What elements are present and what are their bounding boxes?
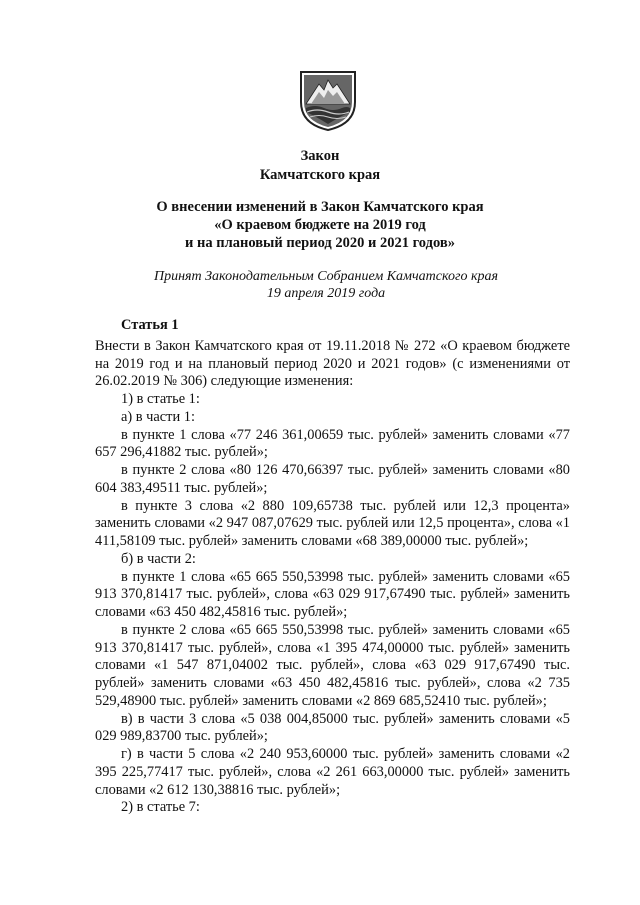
paragraph: в пункте 3 слова «2 880 109,65738 тыс. рублей или 12,3 процента» заменить словами «2 947 087,07629 тыс. рублей или 12,5 процента», слова «1 411,58109 тыс. рублей» заменить словами «68 389,00000 тыс. рублей»; (95, 497, 570, 549)
paragraph: в) в части 3 слова «5 038 004,85000 тыс. рублей» заменить словами «5 029 989,83700 тыс. рублей»; (95, 710, 570, 745)
paragraph: а) в части 1: (121, 408, 195, 425)
law-word: Закон (300, 148, 340, 164)
law-title-line-2: «О краевом бюджете на 2019 год (214, 217, 426, 233)
article-body (95, 317, 570, 817)
article-heading: Статья 1 (121, 317, 179, 333)
paragraph: в пункте 1 слова «65 665 550,53998 тыс. рублей» заменить словами «65 913 370,81417 тыс. рублей», слова «63 029 917,67490 тыс. рублей» заменить словами «63 450 482,45816 тыс. рублей»; (95, 568, 570, 620)
adopted-date: 19 апреля 2019 года (266, 286, 386, 301)
paragraph: 1) в статье 1: (121, 391, 200, 407)
paragraph: г) в части 5 слова «2 240 953,60000 тыс. рублей» заменить словами «2 395 225,77417 тыс. рублей», слова «2 261 663,00000 тыс. рублей» заменить словами «2 612 130,38816 тыс. рублей»; (95, 746, 570, 798)
law-title-line-1: О внесении изменений в Закон Камчатского края (156, 199, 484, 215)
paragraph: б) в части 2: (121, 550, 196, 567)
paragraph: в пункте 2 слова «65 665 550,53998 тыс. рублей» заменить словами «65 913 370,81417 тыс. рублей», слова «1 395 474,00000 тыс. рублей» заменить словами «1 547 871,04002 тыс. рублей», слова «63 029 917,67490 тыс. рублей» заменить словами «63 450 482,45816 тыс. рублей», слова «2 735 529,48900 тыс. рублей» заменить словами «2 869 685,52410 тыс. рублей»; (95, 621, 570, 709)
paragraph: в пункте 2 слова «80 126 470,66397 тыс. рублей» заменить словами «80 604 383,49511 тыс. рублей»; (95, 462, 570, 496)
coat-of-arms-icon (297, 66, 359, 132)
region-name: Камчатского края (259, 167, 381, 183)
adopted-by: Принят Законодательным Собранием Камчатского края (153, 269, 499, 284)
paragraph: Внести в Закон Камчатского края от 19.11.2018 № 272 «О краевом бюджете на 2019 год и на плановый период 2020 и 2021 годов» (с изменениями от 26.02.2019 № 306) следующие изменения: (95, 337, 570, 390)
paragraph: в пункте 1 слова «77 246 361,00659 тыс. рублей» заменить словами «77 657 296,41882 тыс. рублей»; (95, 426, 570, 461)
law-title-line-3: и на плановый период 2020 и 2021 годов» (185, 235, 455, 251)
paragraph: 2) в статье 7: (121, 799, 200, 816)
